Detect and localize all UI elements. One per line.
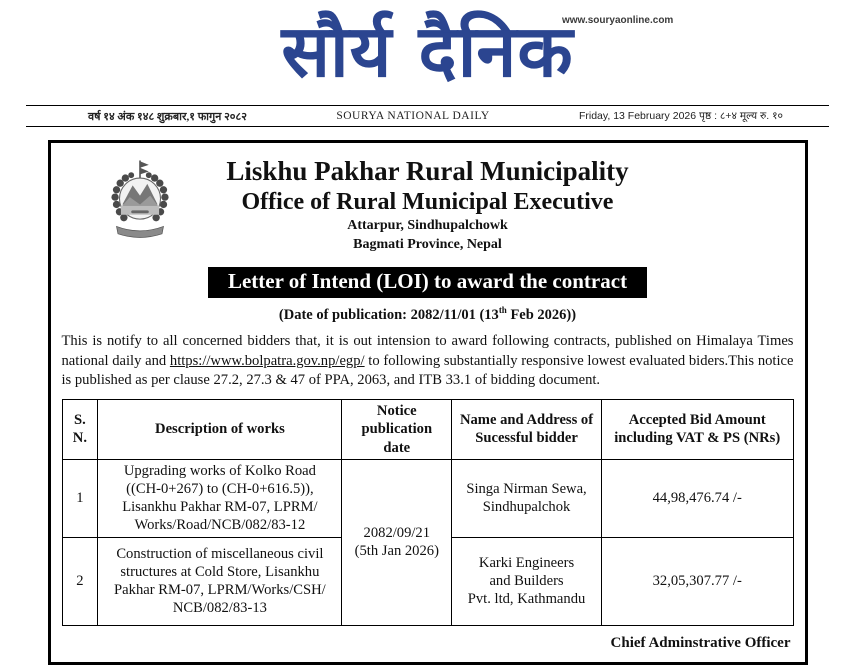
bolpatra-link[interactable]: https://www.bolpatra.gov.np/egp/ <box>169 352 365 369</box>
header-notice-date: Notice publication date <box>342 400 452 460</box>
table-row <box>62 459 793 537</box>
publication-date <box>51 305 805 324</box>
address-line-1: Attarpur, Sindhupalchowk <box>347 218 508 234</box>
notice-header <box>51 143 805 257</box>
row2-description: Construction of miscellaneous civil structures at Cold Store, Lisankhu Pakhar RM-07, LPRM/Works/CSH/ NCB/082/83-13 <box>98 537 342 625</box>
newspaper-website: www.souryaonline.com <box>562 15 674 26</box>
publication-date-tail: Feb 2026)) <box>506 307 577 323</box>
loi-award-table <box>62 399 794 626</box>
publication-date-ordinal: th <box>498 305 507 316</box>
row1-description: Upgrading works of Kolko Road ((CH-0+267) to (CH-0+616.5)), Lisankhu Pakhar RM-07, LPRM/ Works/Road/NCB/082/83-12 <box>98 459 342 537</box>
publication-date-text: (Date of publication: 2082/11/01 (13 <box>278 307 499 323</box>
notice-body-paragraph <box>62 332 794 391</box>
header-amount: Accepted Bid Amount including VAT & PS (NRs) <box>601 400 793 460</box>
dateline-issue-info: वर्ष १४ अंक १४८ शुक्रबार,१ फागुन २०८२ <box>88 110 247 123</box>
row1-sn: 1 <box>62 459 98 537</box>
dateline-bar <box>26 105 829 127</box>
header-sn: S. N. <box>62 400 98 460</box>
row2-amount: 32,05,307.77 /- <box>601 537 793 625</box>
newspaper-title: सौर्य दैनिक <box>281 9 574 93</box>
row2-sn: 2 <box>62 537 98 625</box>
dateline-date-price: Friday, 13 February 2026 पृष्ठ : ८+४ मूल्य रु. १० <box>578 110 783 122</box>
row2-bidder: Karki Engineers and Builders Pvt. ltd, Kathmandu <box>452 537 602 625</box>
body-text-after-link: to following substantially responsive lowest evaluated biders.This notice is published as per clause 27.2, 27.3 & 47 of PPA, 2063, and ITB 33.1 of bidding document. <box>61 352 794 389</box>
header-description: Description of works <box>98 400 342 460</box>
signatory-title: Chief Adminstrative Officer <box>610 634 791 651</box>
notice-box <box>48 140 808 665</box>
organization-name: Liskhu Pakhar Rural Municipality <box>226 156 629 186</box>
table-header-row <box>62 400 793 460</box>
header-bidder: Name and Address of Sucessful bidder <box>452 400 602 460</box>
body-text-before-link: This is notify to all concerned bidders that, it is out intension to award following contracts, published on Himalaya Times national daily and <box>61 333 794 369</box>
nepal-emblem-logo <box>103 159 177 247</box>
newspaper-masthead <box>0 0 855 103</box>
address-line-2: Bagmati Province, Nepal <box>353 237 502 253</box>
shared-notice-date-cell: 2082/09/21 (5th Jan 2026) <box>342 459 452 625</box>
row1-bidder: Singa Nirman Sewa, Sindhupalchok <box>452 459 602 537</box>
row1-amount: 44,98,476.74 /- <box>601 459 793 537</box>
office-name: Office of Rural Municipal Executive <box>241 189 614 216</box>
notice-title-bar: Letter of Intend (LOI) to award the contract <box>208 267 647 298</box>
dateline-paper-name: SOURYA NATIONAL DAILY <box>336 110 490 122</box>
